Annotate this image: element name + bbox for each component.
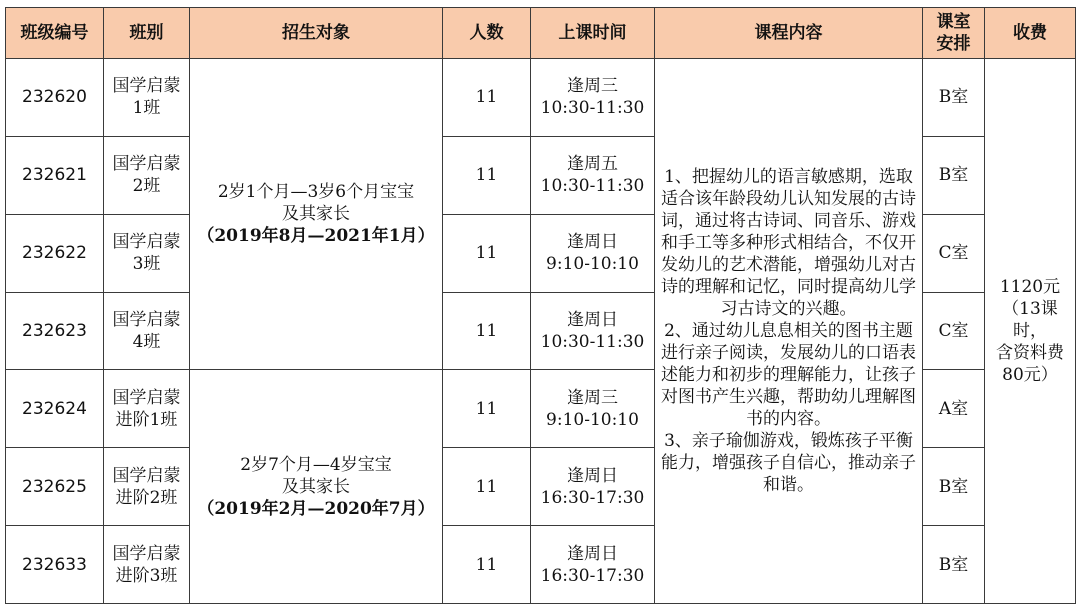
room-cell: C室 <box>923 292 985 370</box>
count-cell: 11 <box>443 59 531 137</box>
class-code-cell: 232620 <box>6 59 104 137</box>
header-content: 课程内容 <box>655 8 923 59</box>
header-class-name: 班别 <box>104 8 190 59</box>
class-name-cell: 国学启蒙 3班 <box>104 214 190 292</box>
time-cell: 逢周三 9:10-10:10 <box>531 370 655 448</box>
room-cell: B室 <box>923 136 985 214</box>
header-time: 上课时间 <box>531 8 655 59</box>
class-code-cell: 232624 <box>6 370 104 448</box>
target-birth-range: （2019年8月—2021年1月） <box>197 226 435 247</box>
class-name-cell: 国学启蒙 进阶2班 <box>104 448 190 526</box>
class-name-cell: 国学启蒙 进阶1班 <box>104 370 190 448</box>
count-cell: 11 <box>443 292 531 370</box>
class-code-cell: 232623 <box>6 292 104 370</box>
header-class-code: 班级编号 <box>6 8 104 59</box>
time-cell: 逢周三 10:30-11:30 <box>531 59 655 137</box>
target-family: 及其家长 <box>282 476 350 497</box>
table-row <box>6 59 1076 137</box>
time-cell: 逢周日 9:10-10:10 <box>531 214 655 292</box>
class-code-cell: 232633 <box>6 526 104 604</box>
content-paragraph: 2、通过幼儿息息相关的图书主题进行亲子阅读，发展幼儿的口语表述能力和初步的理解能力，让孩子对图书产生兴趣，帮助幼儿理解图书的内容。 <box>661 321 916 429</box>
class-code-cell: 232622 <box>6 214 104 292</box>
header-target: 招生对象 <box>190 8 443 59</box>
class-name-cell: 国学启蒙 4班 <box>104 292 190 370</box>
room-cell: C室 <box>923 214 985 292</box>
class-code-cell: 232625 <box>6 448 104 526</box>
count-cell: 11 <box>443 136 531 214</box>
room-cell: B室 <box>923 448 985 526</box>
class-name-cell: 国学启蒙 1班 <box>104 59 190 137</box>
content-paragraph: 3、亲子瑜伽游戏，锻炼孩子平衡能力，增强孩子自信心，推动亲子和谐。 <box>661 431 916 495</box>
header-room: 课室 安排 <box>923 8 985 59</box>
count-cell: 11 <box>443 448 531 526</box>
target-age: 2岁7个月—4岁宝宝 <box>240 454 392 475</box>
time-cell: 逢周五 10:30-11:30 <box>531 136 655 214</box>
fee-cell: 1120元 （13课时， 含资料费 80元） <box>985 59 1076 604</box>
room-cell: B室 <box>923 526 985 604</box>
target-family: 及其家长 <box>282 204 350 225</box>
header-fee: 收费 <box>985 8 1076 59</box>
class-name-cell: 国学启蒙 进阶3班 <box>104 526 190 604</box>
time-cell: 逢周日 16:30-17:30 <box>531 448 655 526</box>
target-age: 2岁1个月—3岁6个月宝宝 <box>217 182 415 203</box>
count-cell: 11 <box>443 526 531 604</box>
target-birth-range: （2019年2月—2020年7月） <box>197 498 435 519</box>
class-schedule-table <box>5 7 1076 604</box>
class-code-cell: 232621 <box>6 136 104 214</box>
time-cell: 逢周日 10:30-11:30 <box>531 292 655 370</box>
room-cell: B室 <box>923 59 985 137</box>
class-name-cell: 国学启蒙 2班 <box>104 136 190 214</box>
count-cell: 11 <box>443 214 531 292</box>
target-cell <box>190 370 443 604</box>
header-count: 人数 <box>443 8 531 59</box>
room-cell: A室 <box>923 370 985 448</box>
content-paragraph: 1、把握幼儿的语言敏感期，选取适合该年龄段幼儿认知发展的古诗词，通过将古诗词、同音乐、游戏和手工等多种形式相结合，不仅开发幼儿的艺术潜能，增强幼儿对古诗的理解和记忆，同时提高幼儿学习古诗文的兴趣。 <box>661 167 916 319</box>
target-cell <box>190 59 443 370</box>
header-row <box>6 8 1076 59</box>
count-cell: 11 <box>443 370 531 448</box>
time-cell: 逢周日 16:30-17:30 <box>531 526 655 604</box>
course-content-cell <box>655 59 923 604</box>
